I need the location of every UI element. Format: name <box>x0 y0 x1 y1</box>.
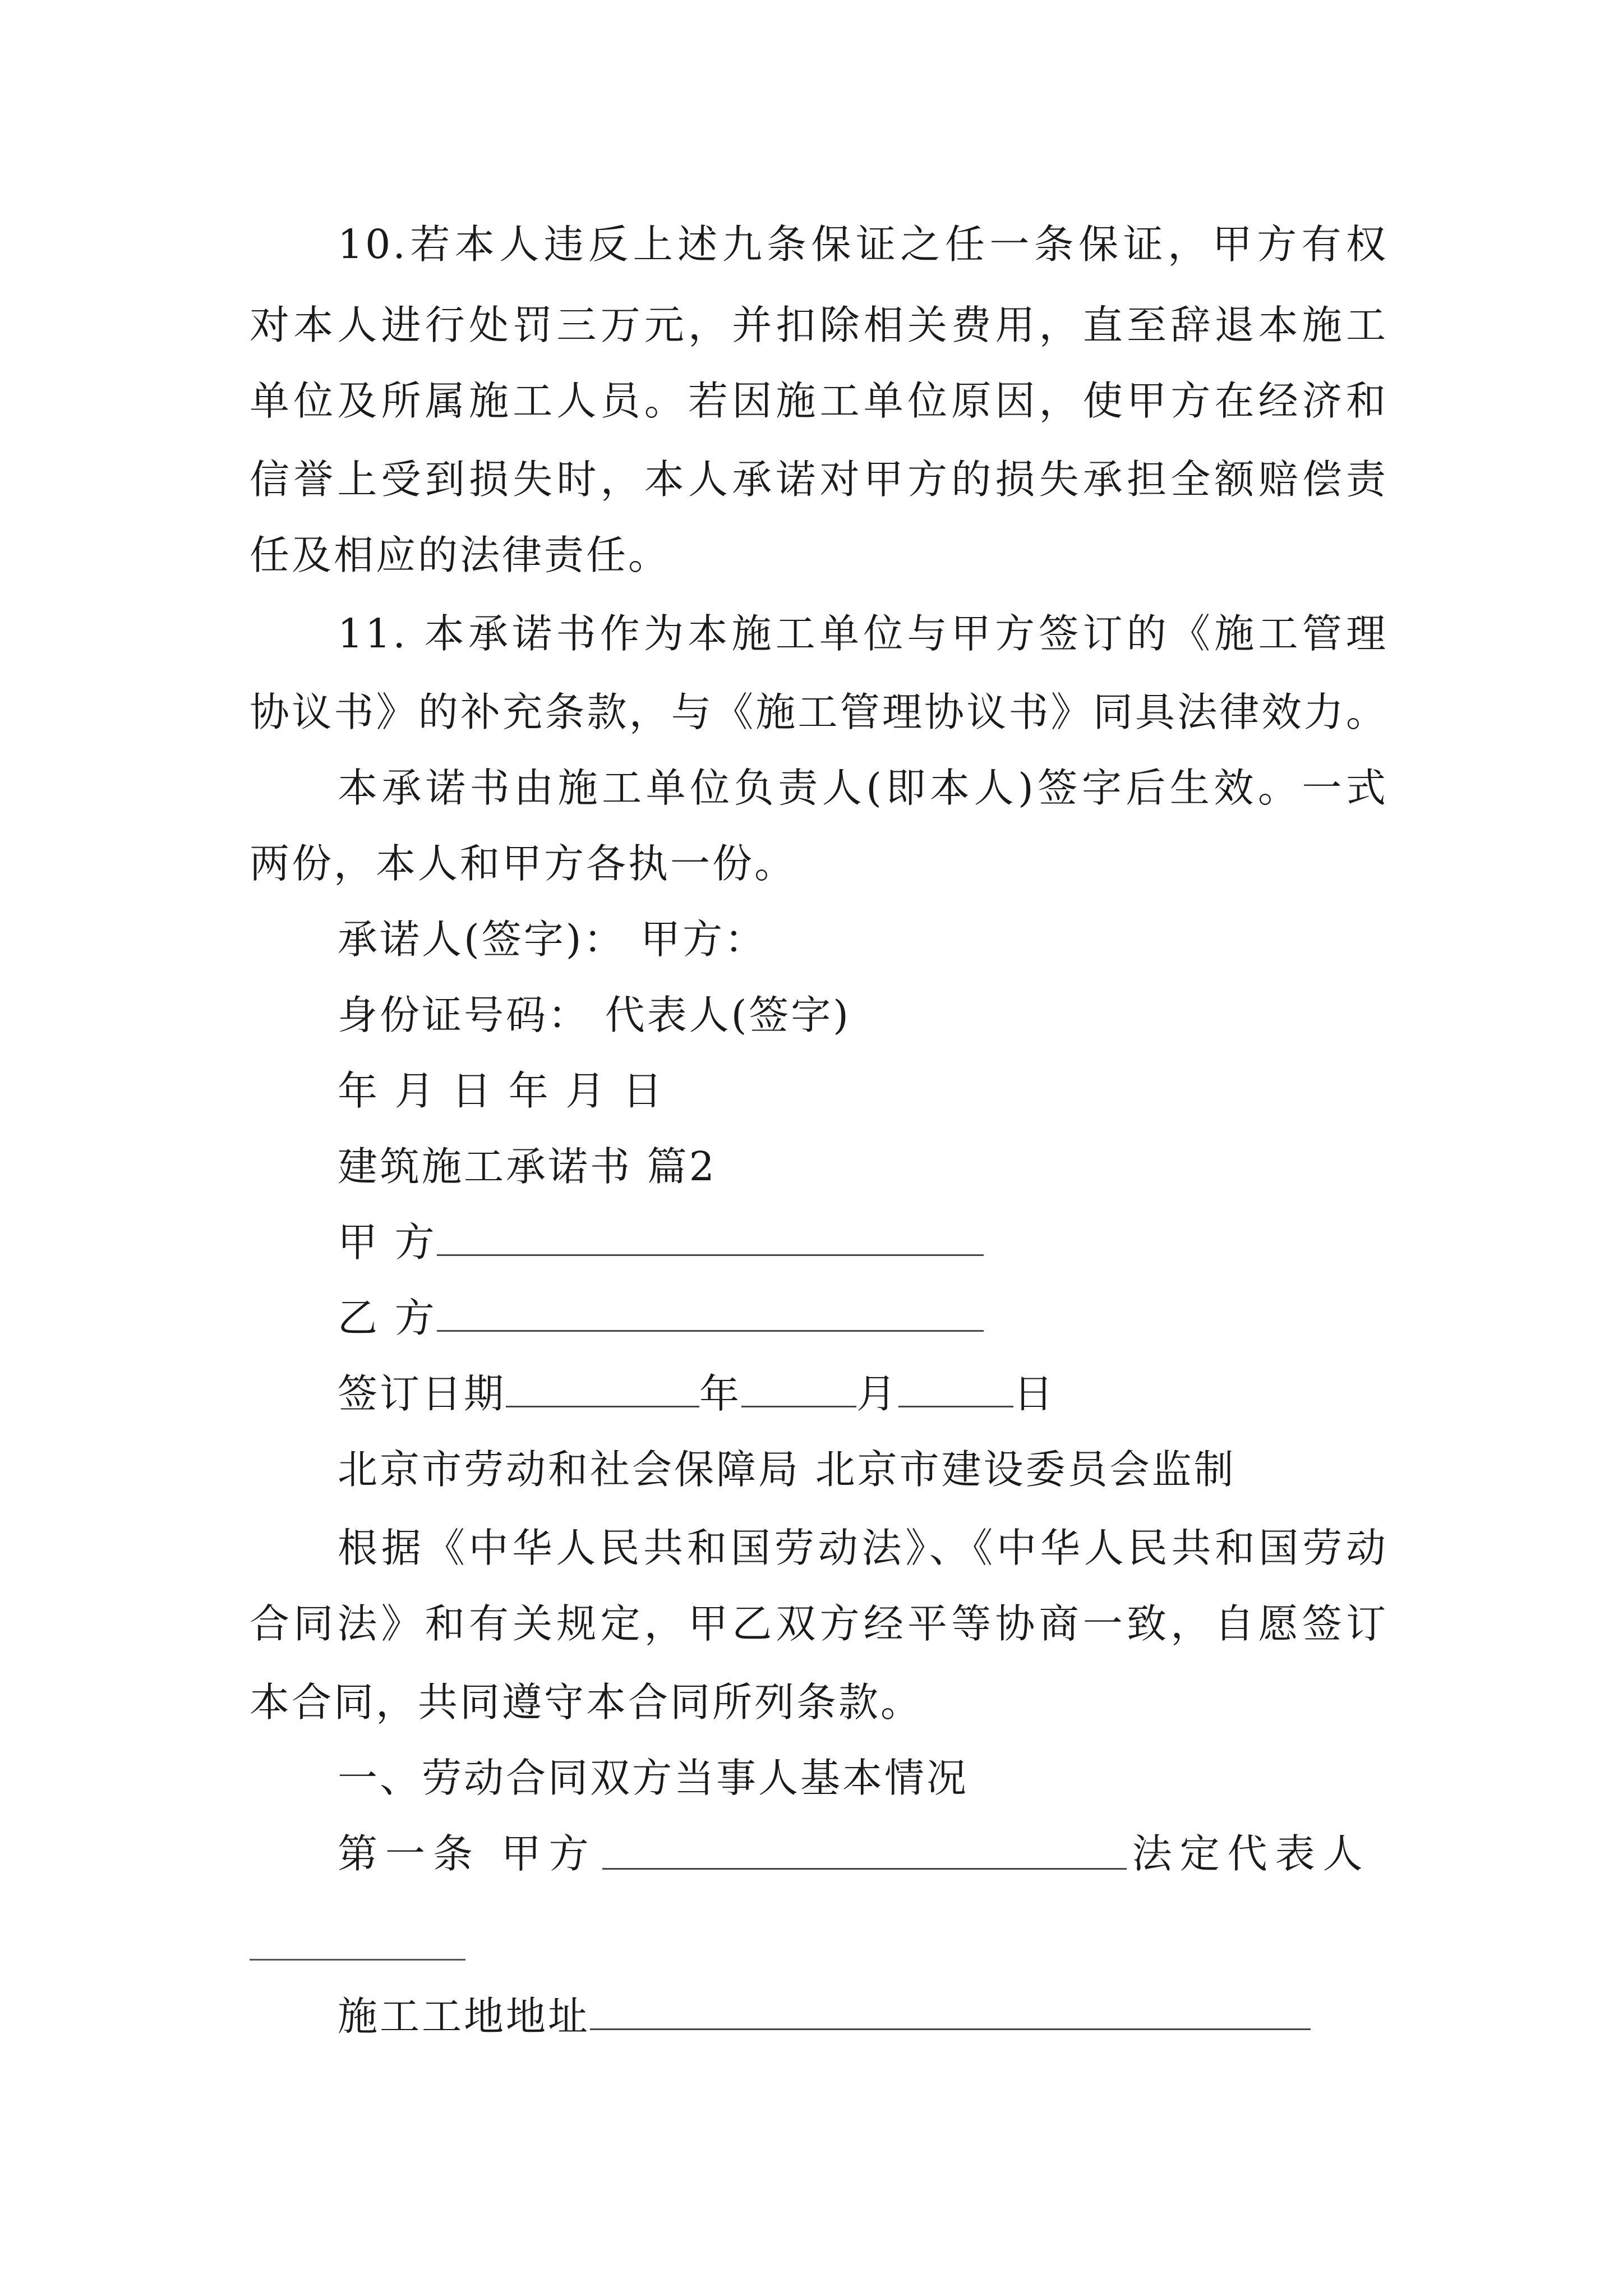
party-a-blank <box>437 1217 984 1256</box>
party-a-name-blank <box>602 1868 1127 1870</box>
signature-line-1: 承诺人(签字)： 甲方： <box>338 916 767 963</box>
site-address-label: 施工工地地址 <box>338 1993 591 2040</box>
sign-date-day-blank <box>898 1369 1013 1407</box>
party-b-line <box>338 1290 1388 1346</box>
effect-line-1: 本承诺书由施工单位负责人(即本人)签字后生效。一式 <box>338 765 1388 811</box>
party-a-label: 甲 方 <box>338 1219 437 1266</box>
article-1-line <box>338 1826 1388 1882</box>
effect-line-2: 两份，本人和甲方各执一份。 <box>250 840 797 887</box>
site-address-blank <box>590 1991 1311 2030</box>
sign-date-month-blank <box>741 1369 856 1407</box>
article-1-label: 第一条 甲方 <box>338 1830 597 1877</box>
legal-representative-label: 法定代表人 <box>1132 1830 1371 1877</box>
sign-date-line <box>338 1366 1388 1422</box>
signature-date-line: 年 月 日 年 月 日 <box>338 1068 665 1114</box>
basis-line-2: 合同法》和有关规定，甲乙双方经平等协商一致，自愿签订 <box>250 1600 1388 1647</box>
sign-date-day: 日 <box>1013 1370 1056 1417</box>
sign-date-year: 年 <box>699 1370 742 1417</box>
basis-line-3: 本合同，共同遵守本合同所列条款。 <box>250 1679 923 1726</box>
sign-date-year-blank <box>506 1369 699 1407</box>
party-a-line <box>338 1214 1388 1271</box>
supervision-line: 北京市劳动和社会保障局 北京市建设委员会监制 <box>338 1446 1236 1493</box>
paragraph-11-line-2: 协议书》的补充条款，与《施工管理协议书》同具法律效力。 <box>250 689 1388 735</box>
paragraph-10-line-5: 任及相应的法律责任。 <box>250 532 671 578</box>
paragraph-11-line-1: 11. 本承诺书作为本施工单位与甲方签订的《施工管理 <box>338 610 1388 657</box>
signature-line-2: 身份证号码： 代表人(签字) <box>338 992 851 1038</box>
sign-date-label: 签订日期 <box>338 1370 506 1417</box>
party-b-blank <box>437 1293 984 1332</box>
party-b-label: 乙 方 <box>338 1295 437 1341</box>
paragraph-10-line-2: 对本人进行处罚三万元，并扣除相关费用，直至辞退本施工 <box>250 302 1388 348</box>
paragraph-10-line-3: 单位及所属施工人员。若因施工单位原因，使甲方在经济和 <box>250 378 1388 424</box>
site-address-line <box>338 1989 1388 2045</box>
paragraph-10-line-1: 10.若本人违反上述九条保证之任一条保证，甲方有权 <box>338 221 1388 268</box>
chapter-1-title: 一、劳动合同双方当事人基本情况 <box>338 1755 969 1801</box>
basis-line-1: 根据《中华人民共和国劳动法》、《中华人民共和国劳动 <box>338 1525 1388 1571</box>
legal-representative-blank <box>250 1959 465 1961</box>
section-2-title: 建筑施工承诺书 篇2 <box>338 1143 717 1190</box>
sign-date-month: 月 <box>856 1370 899 1417</box>
paragraph-10-line-4: 信誉上受到损失时，本人承诺对甲方的损失承担全额赔偿责 <box>250 456 1388 503</box>
